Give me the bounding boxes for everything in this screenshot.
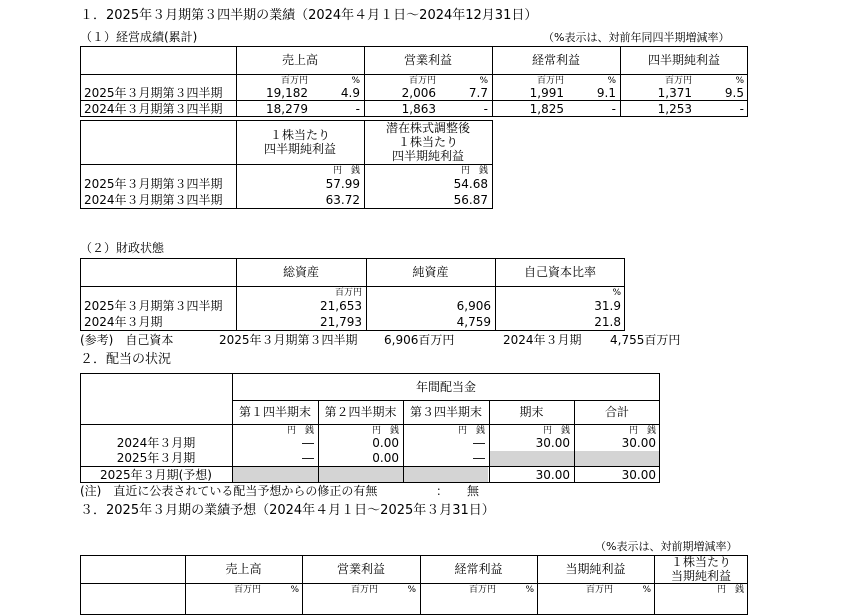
header-sales: 売上高 <box>281 53 318 67</box>
unit-percent: % <box>479 76 488 86</box>
section1-note: （%表示は、対前年同四半期増減率） <box>543 31 730 44</box>
dividends-title: ２．配当の状況 <box>80 352 172 367</box>
net-value: 1,371 <box>657 86 692 100</box>
reference-value-2: 4,755百万円 <box>610 333 681 347</box>
unit-yen: 円 銭 <box>457 426 485 436</box>
unit-yen: 円 銭 <box>371 426 399 436</box>
row-label: 2025年３月期(予想) <box>100 468 212 482</box>
unit-percent: % <box>735 76 744 86</box>
unit-million: 百万円 <box>664 76 692 86</box>
unit-yen: 円 銭 <box>460 166 488 176</box>
diluted-eps-value: 56.87 <box>453 193 488 207</box>
header-q2-end: 第２四半期末 <box>324 405 397 419</box>
sales-pct: 4.9 <box>340 86 360 100</box>
unit-percent: % <box>351 76 360 86</box>
equity-ratio-value: 21.8 <box>594 315 621 329</box>
unit-percent: % <box>607 76 616 86</box>
op-value: 1,863 <box>401 102 436 116</box>
header-q3-end: 第３四半期末 <box>409 405 482 419</box>
header-diluted-eps: 潜在株式調整後 １株当たり 四半期純利益 <box>385 121 470 163</box>
row-label: 2024年３月期 <box>116 436 196 450</box>
unit-million: 百万円 <box>350 585 378 595</box>
q2-dividend: 0.00 <box>372 451 399 465</box>
op-pct: 7.7 <box>468 86 488 100</box>
sales-value: 19,182 <box>266 86 308 100</box>
reference-value-1: 6,906百万円 <box>384 333 455 347</box>
header-net-assets: 純資産 <box>412 265 449 279</box>
row-label: 2025年３月期第３四半期 <box>84 299 223 313</box>
forecast-note: （%表示は、対前期増減率） <box>595 540 738 553</box>
header-forecast-net-income: 当期純利益 <box>565 562 626 576</box>
ord-pct: 9.1 <box>596 86 616 100</box>
net-value: 1,253 <box>657 102 692 116</box>
total-assets-value: 21,793 <box>320 315 362 329</box>
financial-position-title: （２）財政状態 <box>80 241 165 255</box>
unit-yen: 円 銭 <box>716 585 744 595</box>
header-forecast-operating-income: 営業利益 <box>336 562 385 576</box>
header-ordinary-income: 経常利益 <box>531 53 580 67</box>
ord-pct: - <box>611 102 616 116</box>
unit-million: 百万円 <box>334 288 362 298</box>
row-label: 2025年３月期 <box>116 451 196 465</box>
unit-percent: % <box>642 585 651 595</box>
header-net-income: 四半期純利益 <box>647 53 720 67</box>
unit-million: 百万円 <box>585 585 613 595</box>
eps-value: 57.99 <box>325 177 360 191</box>
unit-percent: % <box>407 585 416 595</box>
reference-period-1: 2025年３月期第３四半期 <box>219 333 358 347</box>
header-eps: １株当たり 四半期純利益 <box>263 128 336 156</box>
net-assets-value: 6,906 <box>456 299 491 313</box>
eps-value: 63.72 <box>325 193 360 207</box>
forecast-title: ３．2025年３月期の業績予想（2024年４月１日～2025年３月31日） <box>80 503 495 518</box>
dividend-footnote: (注) 直近に公表されている配当予想からの修正の有無 <box>80 484 378 498</box>
header-annual-dividends: 年間配当金 <box>415 380 476 394</box>
total-dividend: 30.00 <box>621 436 656 450</box>
equity-ratio-value: 31.9 <box>594 299 621 313</box>
q3-dividend: ― <box>473 436 485 450</box>
row-label: 2025年３月期第３四半期 <box>84 86 223 100</box>
q1-dividend: ― <box>302 436 314 450</box>
row-label: 2024年３月期第３四半期 <box>84 102 223 116</box>
reference-period-2: 2024年３月期 <box>503 333 582 347</box>
forecast-shaded-cells <box>232 467 488 482</box>
section1-subtitle: （１）経営成績(累計) <box>80 30 198 44</box>
sales-pct: - <box>355 102 360 116</box>
year-end-dividend: 30.00 <box>535 436 570 450</box>
header-q1-end: 第１四半期末 <box>238 405 311 419</box>
sales-value: 18,279 <box>266 102 308 116</box>
header-total: 合計 <box>604 405 629 419</box>
unit-million: 百万円 <box>408 76 436 86</box>
header-forecast-sales: 売上高 <box>225 562 262 576</box>
net-pct: - <box>739 102 744 116</box>
header-total-assets: 総資産 <box>282 265 319 279</box>
unit-yen: 円 銭 <box>628 426 656 436</box>
unit-percent: % <box>290 585 299 595</box>
net-pct: 9.5 <box>724 86 744 100</box>
unit-percent: % <box>612 288 621 298</box>
q1-dividend: ― <box>302 451 314 465</box>
ord-value: 1,991 <box>529 86 564 100</box>
unit-million: 百万円 <box>280 76 308 86</box>
year-end-dividend: 30.00 <box>535 468 570 482</box>
header-forecast-eps: １株当たり 当期純利益 <box>670 555 731 583</box>
net-assets-value: 4,759 <box>456 315 491 329</box>
total-dividend: 30.00 <box>621 468 656 482</box>
row-label: 2024年３月期 <box>84 315 163 329</box>
diluted-eps-value: 54.68 <box>453 177 488 191</box>
unit-yen: 円 銭 <box>542 426 570 436</box>
row-label: 2024年３月期第３四半期 <box>84 193 223 207</box>
unit-yen: 円 銭 <box>286 426 314 436</box>
section1-title: １．2025年３月期第３四半期の業績（2024年４月１日～2024年12月31日） <box>80 8 538 23</box>
q3-dividend: ― <box>473 451 485 465</box>
header-year-end: 期末 <box>519 405 544 419</box>
unit-percent: % <box>525 585 534 595</box>
unit-million: 百万円 <box>468 585 496 595</box>
total-assets-value: 21,653 <box>320 299 362 313</box>
op-pct: - <box>483 102 488 116</box>
ord-value: 1,825 <box>529 102 564 116</box>
header-operating-income: 営業利益 <box>403 53 452 67</box>
unit-yen: 円 銭 <box>332 166 360 176</box>
footnote-value: 無 <box>467 484 480 498</box>
q2-dividend: 0.00 <box>372 436 399 450</box>
footnote-colon: ： <box>436 484 449 498</box>
reference-label: (参考) 自己資本 <box>80 333 174 347</box>
op-value: 2,006 <box>401 86 436 100</box>
row-label: 2025年３月期第３四半期 <box>84 177 223 191</box>
unit-million: 百万円 <box>536 76 564 86</box>
header-equity-ratio: 自己資本比率 <box>523 265 596 279</box>
header-forecast-ordinary-income: 経常利益 <box>454 562 503 576</box>
unit-million: 百万円 <box>233 585 261 595</box>
